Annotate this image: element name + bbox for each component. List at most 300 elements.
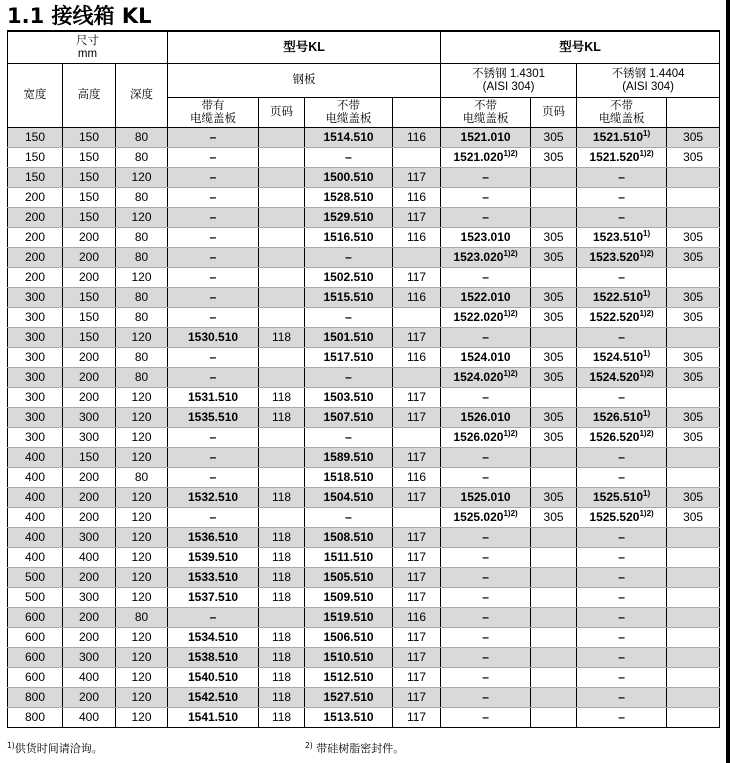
steel-without-gland-page-cell-value: 117 [406,590,427,604]
width-cell [8,488,63,508]
width-header: 宽度 [8,64,63,128]
steel-with-gland-cell-value: – [209,250,217,264]
ss4301-cell-value: – [482,190,489,204]
steel-with-gland-cell-value: 1541.510 [187,710,239,724]
ss4404-cell [577,208,667,228]
steel-with-gland-page-cell [259,668,305,688]
ss4301-cell-value: – [482,210,489,224]
footnote-marker: 1) [643,229,651,238]
steel-without-gland-page-cell [393,168,441,188]
stainless-4404-name: 不锈钢 1.4404 [611,67,685,80]
steel-with-gland-cell [168,228,259,248]
width-cell-value: 600 [24,610,46,624]
width-cell [8,568,63,588]
height-cell [63,328,116,348]
table-row [8,228,720,248]
steel-without-gland-page-cell [393,328,441,348]
ss4404-page-cell [667,368,720,388]
ss4301-cell-value: 1522.010 [460,290,511,304]
ss4301-cell [441,528,531,548]
width-cell-value: 150 [24,130,46,144]
footnote-marker: 1)2) [503,429,518,438]
dimensions-header [8,31,168,64]
depth-header: 深度 [116,64,168,128]
table-row [8,308,720,328]
steel-without-gland-cell-value: 1514.510 [323,130,374,144]
ss4404-cell [577,608,667,628]
width-cell [8,268,63,288]
ss4404-cell [577,288,667,308]
steel-without-gland-cell [305,528,393,548]
steel-without-gland-cell-value: 1509.510 [323,590,374,604]
steel-sheet-header: 钢板 [168,64,441,98]
footnote-1-mark: 1) [7,741,15,750]
depth-cell [116,148,168,168]
footnote-marker: 1)2) [503,249,518,258]
product-table [7,30,720,728]
steel-with-gland-page-cell-value: 118 [271,490,292,504]
height-cell-value: 200 [78,350,100,364]
steel-without-gland-cell-value: 1529.510 [323,210,374,224]
ss4404-cell-value: 1521.510 [592,130,644,144]
width-cell-value: 400 [24,510,46,524]
steel-without-gland-page-cell [393,548,441,568]
ss4404-cell [577,568,667,588]
steel-without-gland-page-cell [393,408,441,428]
ss4301-cell-value: 1521.020 [453,150,504,164]
ss4301-page-cell [531,468,577,488]
ss4404-page-cell-value: 305 [683,370,704,384]
steel-without-gland-page-cell-value: 117 [406,390,427,404]
ss4301-page-cell [531,588,577,608]
width-cell [8,208,63,228]
ss4301-cell [441,708,531,728]
ss1-without-gland-line2: 电缆盖板 [462,112,509,125]
ss2-without-gland-header [577,98,667,128]
page-header-1: 页码 [259,98,305,128]
depth-cell-value: 120 [131,510,152,524]
width-cell-value: 800 [24,690,46,704]
ss4301-page-cell [531,188,577,208]
depth-cell [116,188,168,208]
height-cell [63,148,116,168]
width-cell-value: 200 [24,230,46,244]
steel-with-gland-page-cell [259,468,305,488]
ss4404-cell-value: 1523.520 [589,250,640,264]
ss4301-cell-value: – [482,590,489,604]
with-gland-line2: 电缆盖板 [190,112,237,125]
steel-without-gland-page-cell [393,128,441,148]
ss4301-cell-value: – [482,710,489,724]
ss4404-cell [577,628,667,648]
steel-without-gland-cell [305,248,393,268]
ss4404-page-cell-value: 305 [683,410,704,424]
height-cell-value: 200 [78,610,100,624]
depth-cell-value: 80 [134,250,149,264]
height-cell [63,508,116,528]
table-row [8,508,720,528]
ss4404-cell [577,168,667,188]
ss4404-page-cell [667,188,720,208]
ss4404-page-cell [667,348,720,368]
steel-without-gland-cell-value: – [345,510,352,524]
ss4404-page-cell [667,508,720,528]
stainless-4301-aisi: (AISI 304) [482,80,535,93]
steel-with-gland-page-cell [259,188,305,208]
footnote-1 [7,740,103,756]
steel-without-gland-page-cell [393,628,441,648]
footnote-marker: 1)2) [639,509,654,518]
steel-with-gland-page-cell-value: 118 [271,550,292,564]
steel-without-gland-page-cell-value: 117 [406,270,427,284]
ss4404-page-cell [667,528,720,548]
steel-with-gland-page-cell [259,508,305,528]
depth-cell [116,348,168,368]
steel-with-gland-page-cell [259,528,305,548]
steel-with-gland-page-cell [259,348,305,368]
ss4301-page-cell [531,388,577,408]
table-row [8,588,720,608]
steel-with-gland-cell [168,368,259,388]
depth-cell [116,208,168,228]
width-cell-value: 300 [24,370,46,384]
height-cell-value: 150 [78,330,100,344]
width-cell [8,368,63,388]
ss4301-cell [441,688,531,708]
ss4301-cell-value: 1526.010 [460,410,511,424]
steel-with-gland-cell-value: – [209,430,217,444]
ss4301-page-cell [531,208,577,228]
steel-with-gland-cell-value: – [209,370,217,384]
stainless-4404-header [577,64,720,98]
steel-with-gland-cell [168,628,259,648]
depth-cell [116,248,168,268]
height-cell [63,288,116,308]
steel-without-gland-cell-value: 1510.510 [323,650,374,664]
steel-with-gland-cell [168,428,259,448]
steel-without-gland-cell-value: 1515.510 [323,290,374,304]
ss4301-cell [441,628,531,648]
table-row [8,388,720,408]
width-cell [8,148,63,168]
ss4404-cell-value: 1521.520 [589,150,640,164]
ss4404-cell-value: – [618,270,625,284]
width-cell [8,588,63,608]
depth-cell [116,168,168,188]
width-cell-value: 150 [24,170,46,184]
ss4404-page-cell [667,128,720,148]
ss4301-page-cell [531,548,577,568]
ss4404-cell [577,508,667,528]
depth-cell-value: 120 [131,330,152,344]
depth-cell-value: 80 [134,310,149,324]
with-gland-plate-header [168,98,259,128]
steel-with-gland-cell [168,308,259,328]
ss4404-cell-value: – [618,650,625,664]
ss4404-page-cell [667,248,720,268]
steel-without-gland-cell-value: – [345,250,352,264]
steel-with-gland-cell [168,668,259,688]
steel-without-gland-page-cell-value: 117 [406,630,427,644]
depth-cell-value: 80 [134,290,149,304]
steel-without-gland-cell [305,568,393,588]
height-cell [63,428,116,448]
steel-with-gland-page-cell [259,268,305,288]
depth-cell-value: 120 [131,710,152,724]
ss4301-cell [441,148,531,168]
steel-with-gland-cell-value: – [209,210,217,224]
steel-with-gland-page-cell [259,568,305,588]
model-kl-header-steel: 型号KL [168,31,441,64]
ss4404-cell [577,328,667,348]
steel-without-gland-cell-value: 1511.510 [323,550,374,564]
ss2-without-gland-line2: 电缆盖板 [598,112,645,125]
steel-without-gland-page-cell [393,668,441,688]
height-cell [63,468,116,488]
steel-without-gland-cell [305,588,393,608]
table-row [8,688,720,708]
ss4301-cell [441,268,531,288]
steel-without-gland-cell-value: 1513.510 [323,710,374,724]
ss4301-cell-value: – [482,530,489,544]
steel-with-gland-cell [168,328,259,348]
ss4301-cell [441,548,531,568]
ss4301-cell-value: – [482,670,489,684]
height-cell-value: 150 [78,450,100,464]
steel-without-gland-page-cell [393,488,441,508]
ss4301-page-cell-value: 305 [543,230,564,244]
header-row-1 [8,31,720,64]
height-cell-value: 200 [78,470,100,484]
ss4404-cell-value: – [618,210,625,224]
ss2-without-gland-line1: 不带 [610,99,634,112]
model-kl-header-stainless: 型号KL [441,31,720,64]
steel-with-gland-page-cell-value: 118 [271,530,292,544]
footnote-2 [305,740,404,756]
width-cell-value: 300 [24,430,46,444]
width-cell-value: 150 [24,150,46,164]
ss1-without-gland-header [441,98,531,128]
steel-without-gland-cell [305,168,393,188]
steel-with-gland-page-cell [259,148,305,168]
width-cell [8,468,63,488]
steel-without-gland-page-cell-value: 117 [406,570,427,584]
ss4404-cell [577,148,667,168]
steel-without-gland-page-cell [393,528,441,548]
height-cell-value: 300 [78,430,100,444]
steel-without-gland-cell-value: 1502.510 [323,270,374,284]
steel-with-gland-cell-value: – [209,150,217,164]
ss4404-cell-value: – [618,330,625,344]
steel-without-gland-page-cell-value: 117 [406,210,427,224]
table-row [8,208,720,228]
steel-without-gland-cell-value: 1507.510 [323,410,374,424]
height-cell [63,348,116,368]
depth-cell [116,548,168,568]
steel-without-gland-cell-value: 1519.510 [323,610,374,624]
ss4404-page-cell [667,648,720,668]
ss4301-page-cell [531,148,577,168]
width-cell-value: 400 [24,450,46,464]
width-cell [8,608,63,628]
steel-with-gland-cell-value: 1539.510 [187,550,239,564]
height-cell [63,648,116,668]
width-cell [8,328,63,348]
ss4404-cell [577,428,667,448]
width-cell [8,248,63,268]
steel-without-gland-page-cell [393,228,441,248]
height-cell-value: 150 [78,150,100,164]
ss4301-cell [441,328,531,348]
height-cell-value: 200 [78,490,100,504]
ss4404-page-cell [667,708,720,728]
depth-cell-value: 80 [134,350,149,364]
steel-with-gland-page-cell [259,288,305,308]
depth-cell [116,628,168,648]
steel-without-gland-cell-value: 1589.510 [323,450,374,464]
steel-without-gland-cell [305,128,393,148]
ss4301-cell [441,188,531,208]
height-cell [63,628,116,648]
steel-without-gland-cell [305,348,393,368]
ss4301-cell [441,488,531,508]
steel-without-gland-page-cell [393,188,441,208]
ss4404-cell [577,528,667,548]
width-cell [8,348,63,368]
depth-cell-value: 120 [131,570,152,584]
ss4404-cell-value: 1526.520 [589,430,640,444]
height-cell [63,688,116,708]
ss4404-page-cell [667,168,720,188]
height-cell-value: 150 [78,170,100,184]
ss4404-cell-value: – [618,470,625,484]
ss4301-cell-value: – [482,470,489,484]
footnote-marker: 1)2) [639,249,654,258]
width-cell [8,648,63,668]
steel-with-gland-page-cell-value: 118 [271,690,292,704]
steel-with-gland-cell [168,568,259,588]
steel-without-gland-cell [305,188,393,208]
steel-with-gland-page-cell [259,428,305,448]
width-cell-value: 800 [24,710,46,724]
steel-with-gland-cell [168,548,259,568]
steel-with-gland-cell [168,508,259,528]
without-gland-line1: 不带 [337,99,361,112]
steel-without-gland-page-cell [393,268,441,288]
steel-with-gland-page-cell [259,228,305,248]
page-title: 1.1 接线箱 KL [7,4,152,28]
ss4301-page-cell [531,128,577,148]
ss4404-cell-value: 1522.510 [592,290,644,304]
steel-without-gland-cell-value: 1503.510 [323,390,374,404]
footnote-marker: 1) [643,489,651,498]
steel-without-gland-cell-value: 1508.510 [323,530,374,544]
footnote-marker: 1) [643,409,651,418]
height-cell-value: 300 [78,650,100,664]
steel-with-gland-page-cell-value: 118 [271,590,292,604]
steel-without-gland-page-cell-value: 117 [406,490,427,504]
steel-with-gland-cell-value: – [209,610,217,624]
ss4404-page-cell [667,268,720,288]
steel-without-gland-cell-value: 1518.510 [323,470,374,484]
width-cell-value: 400 [24,490,46,504]
steel-without-gland-page-cell-value: 116 [406,290,427,304]
steel-without-gland-cell [305,388,393,408]
steel-with-gland-page-cell [259,708,305,728]
steel-with-gland-page-cell [259,128,305,148]
ss4404-page-cell-value: 305 [683,350,704,364]
table-row [8,568,720,588]
steel-with-gland-page-cell [259,308,305,328]
steel-without-gland-cell-value: 1505.510 [323,570,374,584]
steel-with-gland-page-cell [259,588,305,608]
ss4301-cell [441,368,531,388]
ss4301-cell-value: 1521.010 [460,130,511,144]
ss4404-cell-value: 1523.510 [592,230,644,244]
ss4301-cell [441,588,531,608]
width-cell-value: 600 [24,650,46,664]
ss4404-page-cell [667,388,720,408]
steel-without-gland-page-cell-value: 116 [406,190,427,204]
steel-without-gland-cell-value: – [345,430,352,444]
steel-without-gland-cell [305,608,393,628]
steel-with-gland-cell-value: 1537.510 [187,590,239,604]
depth-cell [116,588,168,608]
height-cell-value: 150 [78,130,100,144]
ss4404-page-cell [667,428,720,448]
steel-with-gland-cell-value: – [209,230,217,244]
steel-without-gland-cell-value: 1500.510 [323,170,374,184]
ss4404-cell-value: – [618,530,625,544]
height-cell-value: 150 [78,290,100,304]
ss4301-cell [441,448,531,468]
depth-cell-value: 80 [134,150,149,164]
table-row [8,128,720,148]
steel-with-gland-cell-value: – [209,510,217,524]
height-cell [63,208,116,228]
steel-with-gland-page-cell [259,408,305,428]
ss4404-cell-value: – [618,390,625,404]
width-cell-value: 200 [24,250,46,264]
depth-cell-value: 80 [134,130,149,144]
steel-without-gland-page-cell-value: 117 [406,530,427,544]
ss4301-cell [441,388,531,408]
steel-without-gland-cell-value: 1512.510 [323,670,374,684]
ss4404-cell [577,308,667,328]
ss4301-cell-value: 1525.010 [460,490,511,504]
width-cell-value: 400 [24,470,46,484]
width-cell [8,408,63,428]
width-cell-value: 500 [24,570,46,584]
dimensions-label: 尺寸 [76,34,99,47]
ss4301-cell-value: – [482,550,489,564]
steel-with-gland-cell [168,708,259,728]
ss4404-cell-value: – [618,690,625,704]
steel-without-gland-cell-value: – [345,310,352,324]
steel-with-gland-cell-value: 1533.510 [187,570,239,584]
steel-with-gland-page-cell [259,488,305,508]
height-cell [63,548,116,568]
depth-cell [116,508,168,528]
ss4404-cell-value: – [618,550,625,564]
table-row [8,628,720,648]
ss4404-cell-value: 1526.510 [592,410,644,424]
height-cell [63,488,116,508]
steel-without-gland-page-cell-value: 117 [406,550,427,564]
ss4301-cell [441,228,531,248]
ss4301-page-cell [531,248,577,268]
steel-with-gland-page-cell-value: 118 [271,410,292,424]
